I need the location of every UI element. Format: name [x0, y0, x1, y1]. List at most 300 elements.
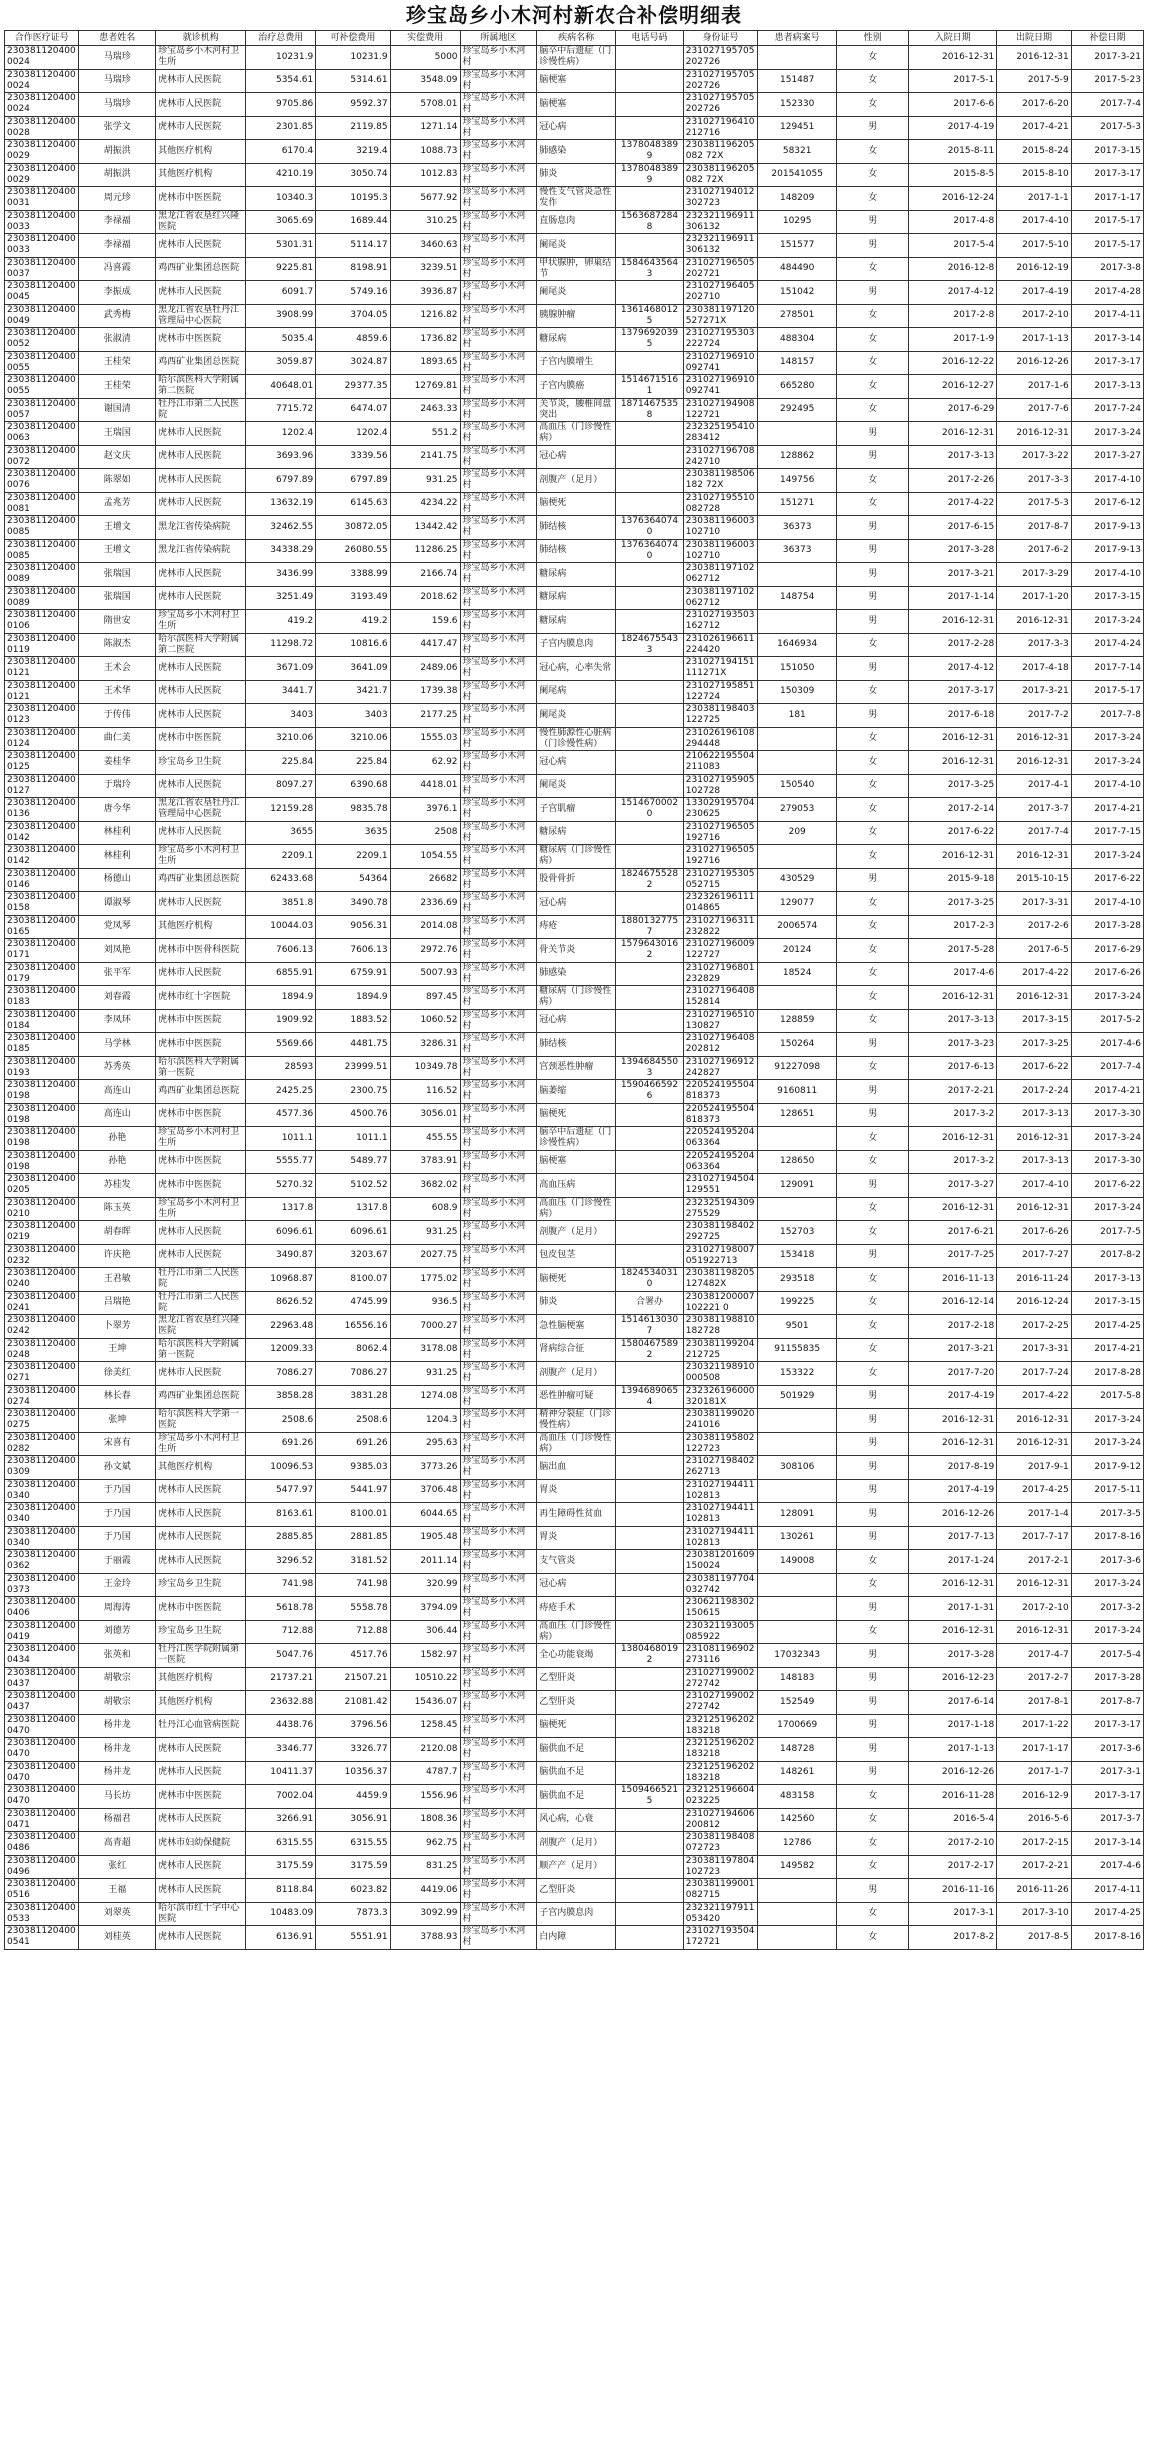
table-row: [5, 163, 1144, 187]
cell-total-cost: 7606.13: [246, 939, 316, 963]
cell-eligible-cost: 1317.8: [316, 1197, 390, 1221]
cell-admit-date: 2017-6-21: [909, 1221, 997, 1245]
cell-compensation-date: 2017-3-13: [1071, 1268, 1143, 1292]
cell-phone: [616, 1197, 684, 1221]
cell-compensation-date: 2017-4-11: [1071, 1879, 1143, 1903]
cell-eligible-cost: 1202.4: [316, 422, 390, 446]
cell-compensation-date: 2017-3-27: [1071, 445, 1143, 469]
cell-admit-date: 2016-11-28: [909, 1785, 997, 1809]
cell-eligible-cost: 5558.78: [316, 1597, 390, 1621]
cell-paid-amount: 1216.82: [390, 304, 460, 328]
cell-patient-name: 宋喜有: [79, 1432, 156, 1456]
cell-phone: 13946890654: [616, 1385, 684, 1409]
cell-disease: 高血压（门诊慢性病）: [537, 1620, 616, 1644]
cell-disease: 子宫内膜息肉: [537, 633, 616, 657]
cell-gender: 女: [837, 774, 909, 798]
cell-case-number: 128091: [758, 1503, 837, 1527]
cell-card-no: 2303811204000072: [5, 445, 79, 469]
cell-eligible-cost: 3193.49: [316, 586, 390, 610]
cell-admit-date: 2016-12-31: [909, 1573, 997, 1597]
cell-region: 珍宝岛乡小木河村: [460, 633, 537, 657]
cell-phone: [616, 751, 684, 775]
table-row: [5, 751, 1144, 775]
cell-id-number: 231027199002272742: [683, 1691, 757, 1715]
cell-eligible-cost: 3339.56: [316, 445, 390, 469]
cell-institution: 虎林市人民医院: [156, 422, 246, 446]
cell-compensation-date: 2017-4-11: [1071, 304, 1143, 328]
cell-eligible-cost: 9056.31: [316, 915, 390, 939]
cell-patient-name: 杨井龙: [79, 1714, 156, 1738]
cell-admit-date: 2017-6-18: [909, 704, 997, 728]
cell-disease: 脑卒中后遗症（门诊慢性病）: [537, 1127, 616, 1151]
cell-phone: [616, 1620, 684, 1644]
cell-institution: 珍宝岛乡小木河村卫生所: [156, 610, 246, 634]
table-row: [5, 1573, 1144, 1597]
cell-disease: 股骨骨折: [537, 868, 616, 892]
cell-eligible-cost: 3796.56: [316, 1714, 390, 1738]
cell-id-number: 231027196505192716: [683, 821, 757, 845]
cell-phone: [616, 1432, 684, 1456]
cell-disease: 胃炎: [537, 1479, 616, 1503]
cell-total-cost: 3490.87: [246, 1244, 316, 1268]
table-row: [5, 1197, 1144, 1221]
cell-case-number: 209: [758, 821, 837, 845]
table-row: [5, 257, 1144, 281]
cell-discharge-date: 2017-7-17: [997, 1526, 1071, 1550]
cell-eligible-cost: 4481.75: [316, 1033, 390, 1057]
cell-gender: 女: [837, 1832, 909, 1856]
cell-card-no: 2303811204000496: [5, 1855, 79, 1879]
table-row: [5, 93, 1144, 117]
cell-id-number: 230381197102062712: [683, 563, 757, 587]
cell-admit-date: 2017-3-27: [909, 1174, 997, 1198]
cell-gender: 男: [837, 1526, 909, 1550]
cell-discharge-date: 2017-3-3: [997, 633, 1071, 657]
cell-card-no: 2303811204000470: [5, 1785, 79, 1809]
cell-total-cost: 4577.36: [246, 1103, 316, 1127]
cell-patient-name: 于乃国: [79, 1526, 156, 1550]
cell-paid-amount: 5000: [390, 46, 460, 70]
cell-paid-amount: 962.75: [390, 1832, 460, 1856]
cell-patient-name: 孟兆芳: [79, 492, 156, 516]
cell-disease: 冠心病: [537, 116, 616, 140]
cell-gender: 女: [837, 1785, 909, 1809]
cell-phone: [616, 1479, 684, 1503]
cell-region: 珍宝岛乡小木河村: [460, 774, 537, 798]
cell-disease: 冠心病: [537, 751, 616, 775]
cell-region: 珍宝岛乡小木河村: [460, 257, 537, 281]
cell-gender: 女: [837, 1808, 909, 1832]
cell-id-number: 230381198205127482X: [683, 1268, 757, 1292]
cell-case-number: 1646934: [758, 633, 837, 657]
table-row: [5, 1103, 1144, 1127]
cell-case-number: 151487: [758, 69, 837, 93]
cell-id-number: 231027194411102813: [683, 1503, 757, 1527]
cell-id-number: 231027195510082728: [683, 492, 757, 516]
cell-compensation-date: 2017-3-24: [1071, 610, 1143, 634]
cell-region: 珍宝岛乡小木河村: [460, 1033, 537, 1057]
cell-case-number: 129091: [758, 1174, 837, 1198]
cell-region: 珍宝岛乡小木河村: [460, 1667, 537, 1691]
cell-discharge-date: 2017-3-15: [997, 1009, 1071, 1033]
cell-disease: 脑供血不足: [537, 1785, 616, 1809]
cell-patient-name: 唐今华: [79, 798, 156, 822]
cell-gender: 男: [837, 1597, 909, 1621]
cell-id-number: 231027196408152814: [683, 986, 757, 1010]
cell-gender: 男: [837, 1033, 909, 1057]
cell-disease: 冠心病: [537, 892, 616, 916]
cell-id-number: 220524195504818373: [683, 1103, 757, 1127]
cell-paid-amount: 2508: [390, 821, 460, 845]
cell-discharge-date: 2017-3-10: [997, 1902, 1071, 1926]
spreadsheet: [4, 0, 1144, 1950]
cell-paid-amount: 3706.48: [390, 1479, 460, 1503]
table-row: [5, 1714, 1144, 1738]
cell-eligible-cost: 10356.37: [316, 1761, 390, 1785]
cell-admit-date: 2017-4-6: [909, 962, 997, 986]
cell-discharge-date: 2017-4-21: [997, 116, 1071, 140]
table-row: [5, 586, 1144, 610]
cell-gender: 女: [837, 93, 909, 117]
cell-admit-date: 2017-3-23: [909, 1033, 997, 1057]
cell-total-cost: 10340.3: [246, 187, 316, 211]
cell-institution: 虎林市人民医院: [156, 1221, 246, 1245]
cell-paid-amount: 2489.06: [390, 657, 460, 681]
cell-institution: 虎林市妇幼保健院: [156, 1832, 246, 1856]
cell-case-number: 483158: [758, 1785, 837, 1809]
cell-paid-amount: 1556.96: [390, 1785, 460, 1809]
cell-phone: [616, 1526, 684, 1550]
cell-compensation-date: 2017-4-25: [1071, 1902, 1143, 1926]
cell-case-number: 152549: [758, 1691, 837, 1715]
cell-patient-name: 孙艳: [79, 1150, 156, 1174]
cell-eligible-cost: 712.88: [316, 1620, 390, 1644]
cell-disease: 胃炎: [537, 1526, 616, 1550]
cell-case-number: 151577: [758, 234, 837, 258]
cell-id-number: 231027196910092741: [683, 375, 757, 399]
cell-card-no: 2303811204000106: [5, 610, 79, 634]
cell-region: 珍宝岛乡小木河村: [460, 1479, 537, 1503]
cell-patient-name: 于丽霞: [79, 1550, 156, 1574]
cell-paid-amount: 5677.92: [390, 187, 460, 211]
cell-institution: 珍宝岛乡卫生院: [156, 1573, 246, 1597]
cell-region: 珍宝岛乡小木河村: [460, 1738, 537, 1762]
cell-discharge-date: 2016-12-31: [997, 986, 1071, 1010]
cell-eligible-cost: 6759.91: [316, 962, 390, 986]
cell-paid-amount: 2972.76: [390, 939, 460, 963]
cell-total-cost: 62433.68: [246, 868, 316, 892]
table-row: [5, 1902, 1144, 1926]
cell-compensation-date: 2017-3-5: [1071, 1503, 1143, 1527]
cell-admit-date: 2017-2-14: [909, 798, 997, 822]
cell-total-cost: 7086.27: [246, 1362, 316, 1386]
cell-card-no: 2303811204000248: [5, 1338, 79, 1362]
cell-compensation-date: 2017-3-24: [1071, 1432, 1143, 1456]
cell-case-number: 181: [758, 704, 837, 728]
cell-gender: 女: [837, 798, 909, 822]
cell-eligible-cost: 7086.27: [316, 1362, 390, 1386]
cell-paid-amount: 3092.99: [390, 1902, 460, 1926]
cell-case-number: [758, 1127, 837, 1151]
table-row: [5, 1268, 1144, 1292]
cell-eligible-cost: 8100.01: [316, 1503, 390, 1527]
cell-phone: [616, 986, 684, 1010]
cell-phone: [616, 821, 684, 845]
table-row: [5, 445, 1144, 469]
cell-patient-name: 刘春霞: [79, 986, 156, 1010]
cell-admit-date: 2017-8-19: [909, 1456, 997, 1480]
cell-case-number: [758, 1879, 837, 1903]
cell-patient-name: 卜翠芳: [79, 1315, 156, 1339]
cell-paid-amount: 2018.62: [390, 586, 460, 610]
cell-eligible-cost: 741.98: [316, 1573, 390, 1597]
cell-discharge-date: 2017-1-20: [997, 586, 1071, 610]
cell-discharge-date: 2016-12-31: [997, 422, 1071, 446]
cell-region: 珍宝岛乡小木河村: [460, 986, 537, 1010]
cell-discharge-date: 2017-6-2: [997, 539, 1071, 563]
cell-discharge-date: 2016-5-6: [997, 1808, 1071, 1832]
cell-gender: 男: [837, 1479, 909, 1503]
cell-region: 珍宝岛乡小木河村: [460, 398, 537, 422]
cell-eligible-cost: 10195.3: [316, 187, 390, 211]
table-row: [5, 798, 1144, 822]
cell-compensation-date: 2017-9-12: [1071, 1456, 1143, 1480]
cell-paid-amount: 608.9: [390, 1197, 460, 1221]
cell-admit-date: 2016-12-26: [909, 1503, 997, 1527]
cell-discharge-date: 2016-12-31: [997, 1409, 1071, 1433]
cell-phone: 13946845503: [616, 1056, 684, 1080]
cell-region: 珍宝岛乡小木河村: [460, 328, 537, 352]
cell-card-no: 2303811204000081: [5, 492, 79, 516]
cell-gender: 男: [837, 1432, 909, 1456]
cell-discharge-date: 2017-9-1: [997, 1456, 1071, 1480]
cell-institution: 虎林市中医医院: [156, 1033, 246, 1057]
cell-admit-date: 2017-2-3: [909, 915, 997, 939]
cell-phone: [616, 46, 684, 70]
cell-compensation-date: 2017-3-24: [1071, 1573, 1143, 1597]
cell-eligible-cost: 5314.61: [316, 69, 390, 93]
table-row: [5, 1644, 1144, 1668]
cell-phone: [616, 1550, 684, 1574]
cell-admit-date: 2017-3-28: [909, 539, 997, 563]
cell-total-cost: 691.26: [246, 1432, 316, 1456]
cell-phone: [616, 1667, 684, 1691]
cell-admit-date: 2015-8-5: [909, 163, 997, 187]
cell-gender: 男: [837, 1761, 909, 1785]
cell-discharge-date: 2016-12-31: [997, 46, 1071, 70]
cell-patient-name: 王福: [79, 1879, 156, 1903]
cell-id-number: 210622195504211083: [683, 751, 757, 775]
cell-institution: 牡丹江心血管病医院: [156, 1714, 246, 1738]
cell-gender: 男: [837, 1174, 909, 1198]
cell-institution: 虎林市人民医院: [156, 445, 246, 469]
cell-discharge-date: 2015-10-15: [997, 868, 1071, 892]
cell-institution: 鸡西矿业集团总医院: [156, 868, 246, 892]
cell-total-cost: 3655: [246, 821, 316, 845]
cell-phone: [616, 1150, 684, 1174]
cell-patient-name: 李振成: [79, 281, 156, 305]
cell-case-number: [758, 1597, 837, 1621]
cell-card-no: 2303811204000037: [5, 257, 79, 281]
cell-case-number: 148157: [758, 351, 837, 375]
cell-admit-date: 2017-3-21: [909, 1338, 997, 1362]
table-row: [5, 1832, 1144, 1856]
cell-gender: 女: [837, 1197, 909, 1221]
cell-patient-name: 王增文: [79, 539, 156, 563]
table-row: [5, 1315, 1144, 1339]
cell-case-number: 149008: [758, 1550, 837, 1574]
cell-card-no: 2303811204000486: [5, 1832, 79, 1856]
cell-region: 珍宝岛乡小木河村: [460, 469, 537, 493]
cell-discharge-date: 2017-1-1: [997, 187, 1071, 211]
cell-disease: 子宫内膜增生: [537, 351, 616, 375]
cell-phone: [616, 1691, 684, 1715]
cell-institution: 虎林市人民医院: [156, 234, 246, 258]
cell-eligible-cost: 10231.9: [316, 46, 390, 70]
cell-region: 珍宝岛乡小木河村: [460, 1315, 537, 1339]
cell-id-number: 232125196202183218: [683, 1761, 757, 1785]
cell-gender: 女: [837, 1127, 909, 1151]
cell-disease: 肺结核: [537, 539, 616, 563]
cell-compensation-date: 2017-3-1: [1071, 1761, 1143, 1785]
cell-discharge-date: 2017-4-22: [997, 962, 1071, 986]
cell-institution: 虎林市人民医院: [156, 69, 246, 93]
cell-total-cost: 5354.61: [246, 69, 316, 93]
cell-institution: 虎林市人民医院: [156, 1738, 246, 1762]
cell-phone: [616, 69, 684, 93]
cell-gender: 男: [837, 1644, 909, 1668]
table-row: [5, 328, 1144, 352]
cell-case-number: 151050: [758, 657, 837, 681]
cell-phone: [616, 469, 684, 493]
cell-region: 珍宝岛乡小木河村: [460, 915, 537, 939]
cell-eligible-cost: 4859.6: [316, 328, 390, 352]
cell-card-no: 2303811204000309: [5, 1456, 79, 1480]
cell-eligible-cost: 26080.55: [316, 539, 390, 563]
cell-institution: 虎林市中医医院: [156, 187, 246, 211]
cell-card-no: 2303811204000373: [5, 1573, 79, 1597]
cell-eligible-cost: 4745.99: [316, 1291, 390, 1315]
cell-discharge-date: 2017-3-21: [997, 680, 1071, 704]
cell-compensation-date: 2017-5-17: [1071, 234, 1143, 258]
cell-id-number: 232326196000320181X: [683, 1385, 757, 1409]
cell-eligible-cost: 2881.85: [316, 1526, 390, 1550]
cell-region: 珍宝岛乡小木河村: [460, 704, 537, 728]
cell-patient-name: 张淑清: [79, 328, 156, 352]
table-row: [5, 398, 1144, 422]
cell-gender: 女: [837, 892, 909, 916]
cell-card-no: 2303811204000165: [5, 915, 79, 939]
cell-admit-date: 2016-12-8: [909, 257, 997, 281]
cell-total-cost: 741.98: [246, 1573, 316, 1597]
cell-disease: 脑梗塞: [537, 1150, 616, 1174]
cell-eligible-cost: 3219.4: [316, 140, 390, 164]
cell-case-number: 149756: [758, 469, 837, 493]
cell-disease: 精神分裂症（门诊慢性病）: [537, 1409, 616, 1433]
cell-id-number: 231027196510130827: [683, 1009, 757, 1033]
table-row: [5, 187, 1144, 211]
cell-region: 珍宝岛乡小木河村: [460, 939, 537, 963]
cell-total-cost: 3346.77: [246, 1738, 316, 1762]
cell-phone: [616, 845, 684, 869]
cell-patient-name: 于乃国: [79, 1503, 156, 1527]
cell-gender: 女: [837, 46, 909, 70]
header-eligible-cost: 可补偿费用: [316, 31, 390, 46]
cell-card-no: 2303811204000085: [5, 516, 79, 540]
cell-patient-name: 杨井龙: [79, 1761, 156, 1785]
cell-region: 珍宝岛乡小木河村: [460, 1056, 537, 1080]
cell-discharge-date: 2017-1-4: [997, 1503, 1071, 1527]
cell-eligible-cost: 5441.97: [316, 1479, 390, 1503]
cell-eligible-cost: 3050.74: [316, 163, 390, 187]
cell-eligible-cost: 6797.89: [316, 469, 390, 493]
cell-phone: [616, 234, 684, 258]
cell-phone: [616, 351, 684, 375]
cell-admit-date: 2016-12-31: [909, 1620, 997, 1644]
cell-paid-amount: 2141.75: [390, 445, 460, 469]
cell-card-no: 2303811204000024: [5, 46, 79, 70]
cell-phone: [616, 563, 684, 587]
cell-card-no: 2303811204000142: [5, 821, 79, 845]
cell-patient-name: 于传伟: [79, 704, 156, 728]
cell-discharge-date: 2017-3-31: [997, 892, 1071, 916]
table-row: [5, 1456, 1144, 1480]
cell-institution: 其他医疗机构: [156, 1456, 246, 1480]
cell-eligible-cost: 3635: [316, 821, 390, 845]
cell-id-number: 231027195851122724: [683, 680, 757, 704]
cell-patient-name: 陈翠如: [79, 469, 156, 493]
cell-case-number: 152703: [758, 1221, 837, 1245]
cell-institution: 珍宝岛乡卫生院: [156, 751, 246, 775]
cell-patient-name: 徐美红: [79, 1362, 156, 1386]
cell-institution: 虎林市人民医院: [156, 1526, 246, 1550]
header-compensation-date: 补偿日期: [1071, 31, 1143, 46]
cell-institution: 虎林市人民医院: [156, 469, 246, 493]
cell-paid-amount: 897.45: [390, 986, 460, 1010]
cell-gender: 男: [837, 516, 909, 540]
cell-total-cost: 10483.09: [246, 1902, 316, 1926]
cell-phone: [616, 586, 684, 610]
cell-phone: [616, 187, 684, 211]
cell-compensation-date: 2017-9-13: [1071, 516, 1143, 540]
cell-gender: 男: [837, 234, 909, 258]
cell-disease: 高血压（门诊慢性病）: [537, 1197, 616, 1221]
cell-disease: 糖尿病: [537, 610, 616, 634]
cell-patient-name: 王瑞国: [79, 422, 156, 446]
cell-region: 珍宝岛乡小木河村: [460, 1174, 537, 1198]
cell-paid-amount: 1808.36: [390, 1808, 460, 1832]
cell-institution: 虎林市中医医院: [156, 1009, 246, 1033]
cell-card-no: 2303811204000210: [5, 1197, 79, 1221]
cell-paid-amount: 3178.08: [390, 1338, 460, 1362]
cell-eligible-cost: 9592.37: [316, 93, 390, 117]
cell-eligible-cost: 3181.52: [316, 1550, 390, 1574]
cell-eligible-cost: 21081.42: [316, 1691, 390, 1715]
cell-total-cost: 8163.61: [246, 1503, 316, 1527]
cell-id-number: 230381198402292725: [683, 1221, 757, 1245]
cell-region: 珍宝岛乡小木河村: [460, 1456, 537, 1480]
cell-admit-date: 2017-1-13: [909, 1738, 997, 1762]
cell-gender: 男: [837, 868, 909, 892]
cell-paid-amount: 5007.93: [390, 962, 460, 986]
cell-phone: 13796920395: [616, 328, 684, 352]
cell-compensation-date: 2017-3-2: [1071, 1597, 1143, 1621]
table-row: [5, 1385, 1144, 1409]
cell-discharge-date: 2017-4-19: [997, 281, 1071, 305]
cell-eligible-cost: 3490.78: [316, 892, 390, 916]
cell-admit-date: 2015-9-18: [909, 868, 997, 892]
cell-admit-date: 2016-12-31: [909, 751, 997, 775]
